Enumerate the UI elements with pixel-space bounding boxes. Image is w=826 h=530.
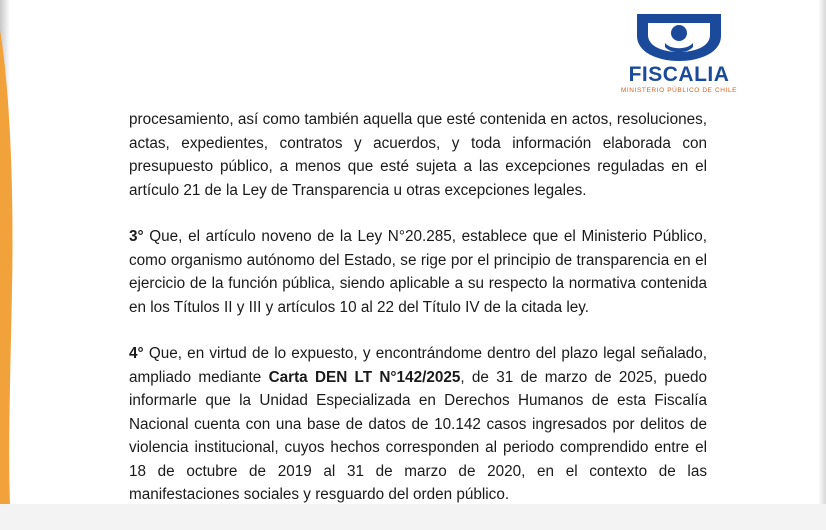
page-right-edge bbox=[818, 0, 826, 504]
paragraph-text-before: Que, en virtud de lo expuesto, y encontrándome dentro del plazo legal señalado, ampliado mediante bbox=[129, 345, 707, 386]
logo-name: FISCALIA bbox=[628, 63, 730, 86]
paragraph-4 bbox=[129, 342, 707, 507]
document-body bbox=[129, 108, 707, 530]
bold-reference: Carta DEN LT N°142/2025 bbox=[268, 368, 461, 386]
paragraph-number: 3° bbox=[129, 228, 144, 245]
paragraph-3 bbox=[129, 225, 707, 319]
paragraph-text-after: , de 31 de marzo de 2025, puedo informarle que la Unidad Especializada en Derechos Humanos de esta Fiscalía Nacional cuenta con una base de datos de 10.142 casos ingresados por delitos de violencia institucional, cuyos hechos corresponden al periodo comprendido entre el 18 de octubre de 2019 al 31 de marzo de 2020, en el contexto de las manifestaciones sociales y resguardo del orden público. bbox=[129, 368, 707, 503]
paragraph-continuation bbox=[129, 108, 707, 202]
paragraph-text: procesamiento, así como también aquella que esté contenida en actos, resoluciones, actas, expedientes, contratos y acuerdos, y toda información elaborada con presupuesto público, a menos que esté sujeta a las excepciones reguladas en el artículo 21 de la Ley de Transparencia u otras excepciones legales. bbox=[129, 111, 707, 199]
orange-side-accent bbox=[0, 30, 40, 504]
fiscalia-logo bbox=[616, 12, 742, 96]
fiscalia-emblem-icon bbox=[635, 12, 723, 62]
paragraph-text: Que, el artículo noveno de la Ley N°20.285, establece que el Ministerio Público, como organismo autónomo del Estado, se rige por el principio de transparencia en el ejercicio de la función pública, siendo aplicable a su respecto la normativa contenida en los Títulos II y III y artículos 10 al 22 del Título IV de la citada ley. bbox=[129, 228, 707, 316]
logo-subtitle: MINISTERIO PÚBLICO DE CHILE bbox=[620, 87, 738, 94]
paragraph-number: 4° bbox=[129, 345, 144, 362]
